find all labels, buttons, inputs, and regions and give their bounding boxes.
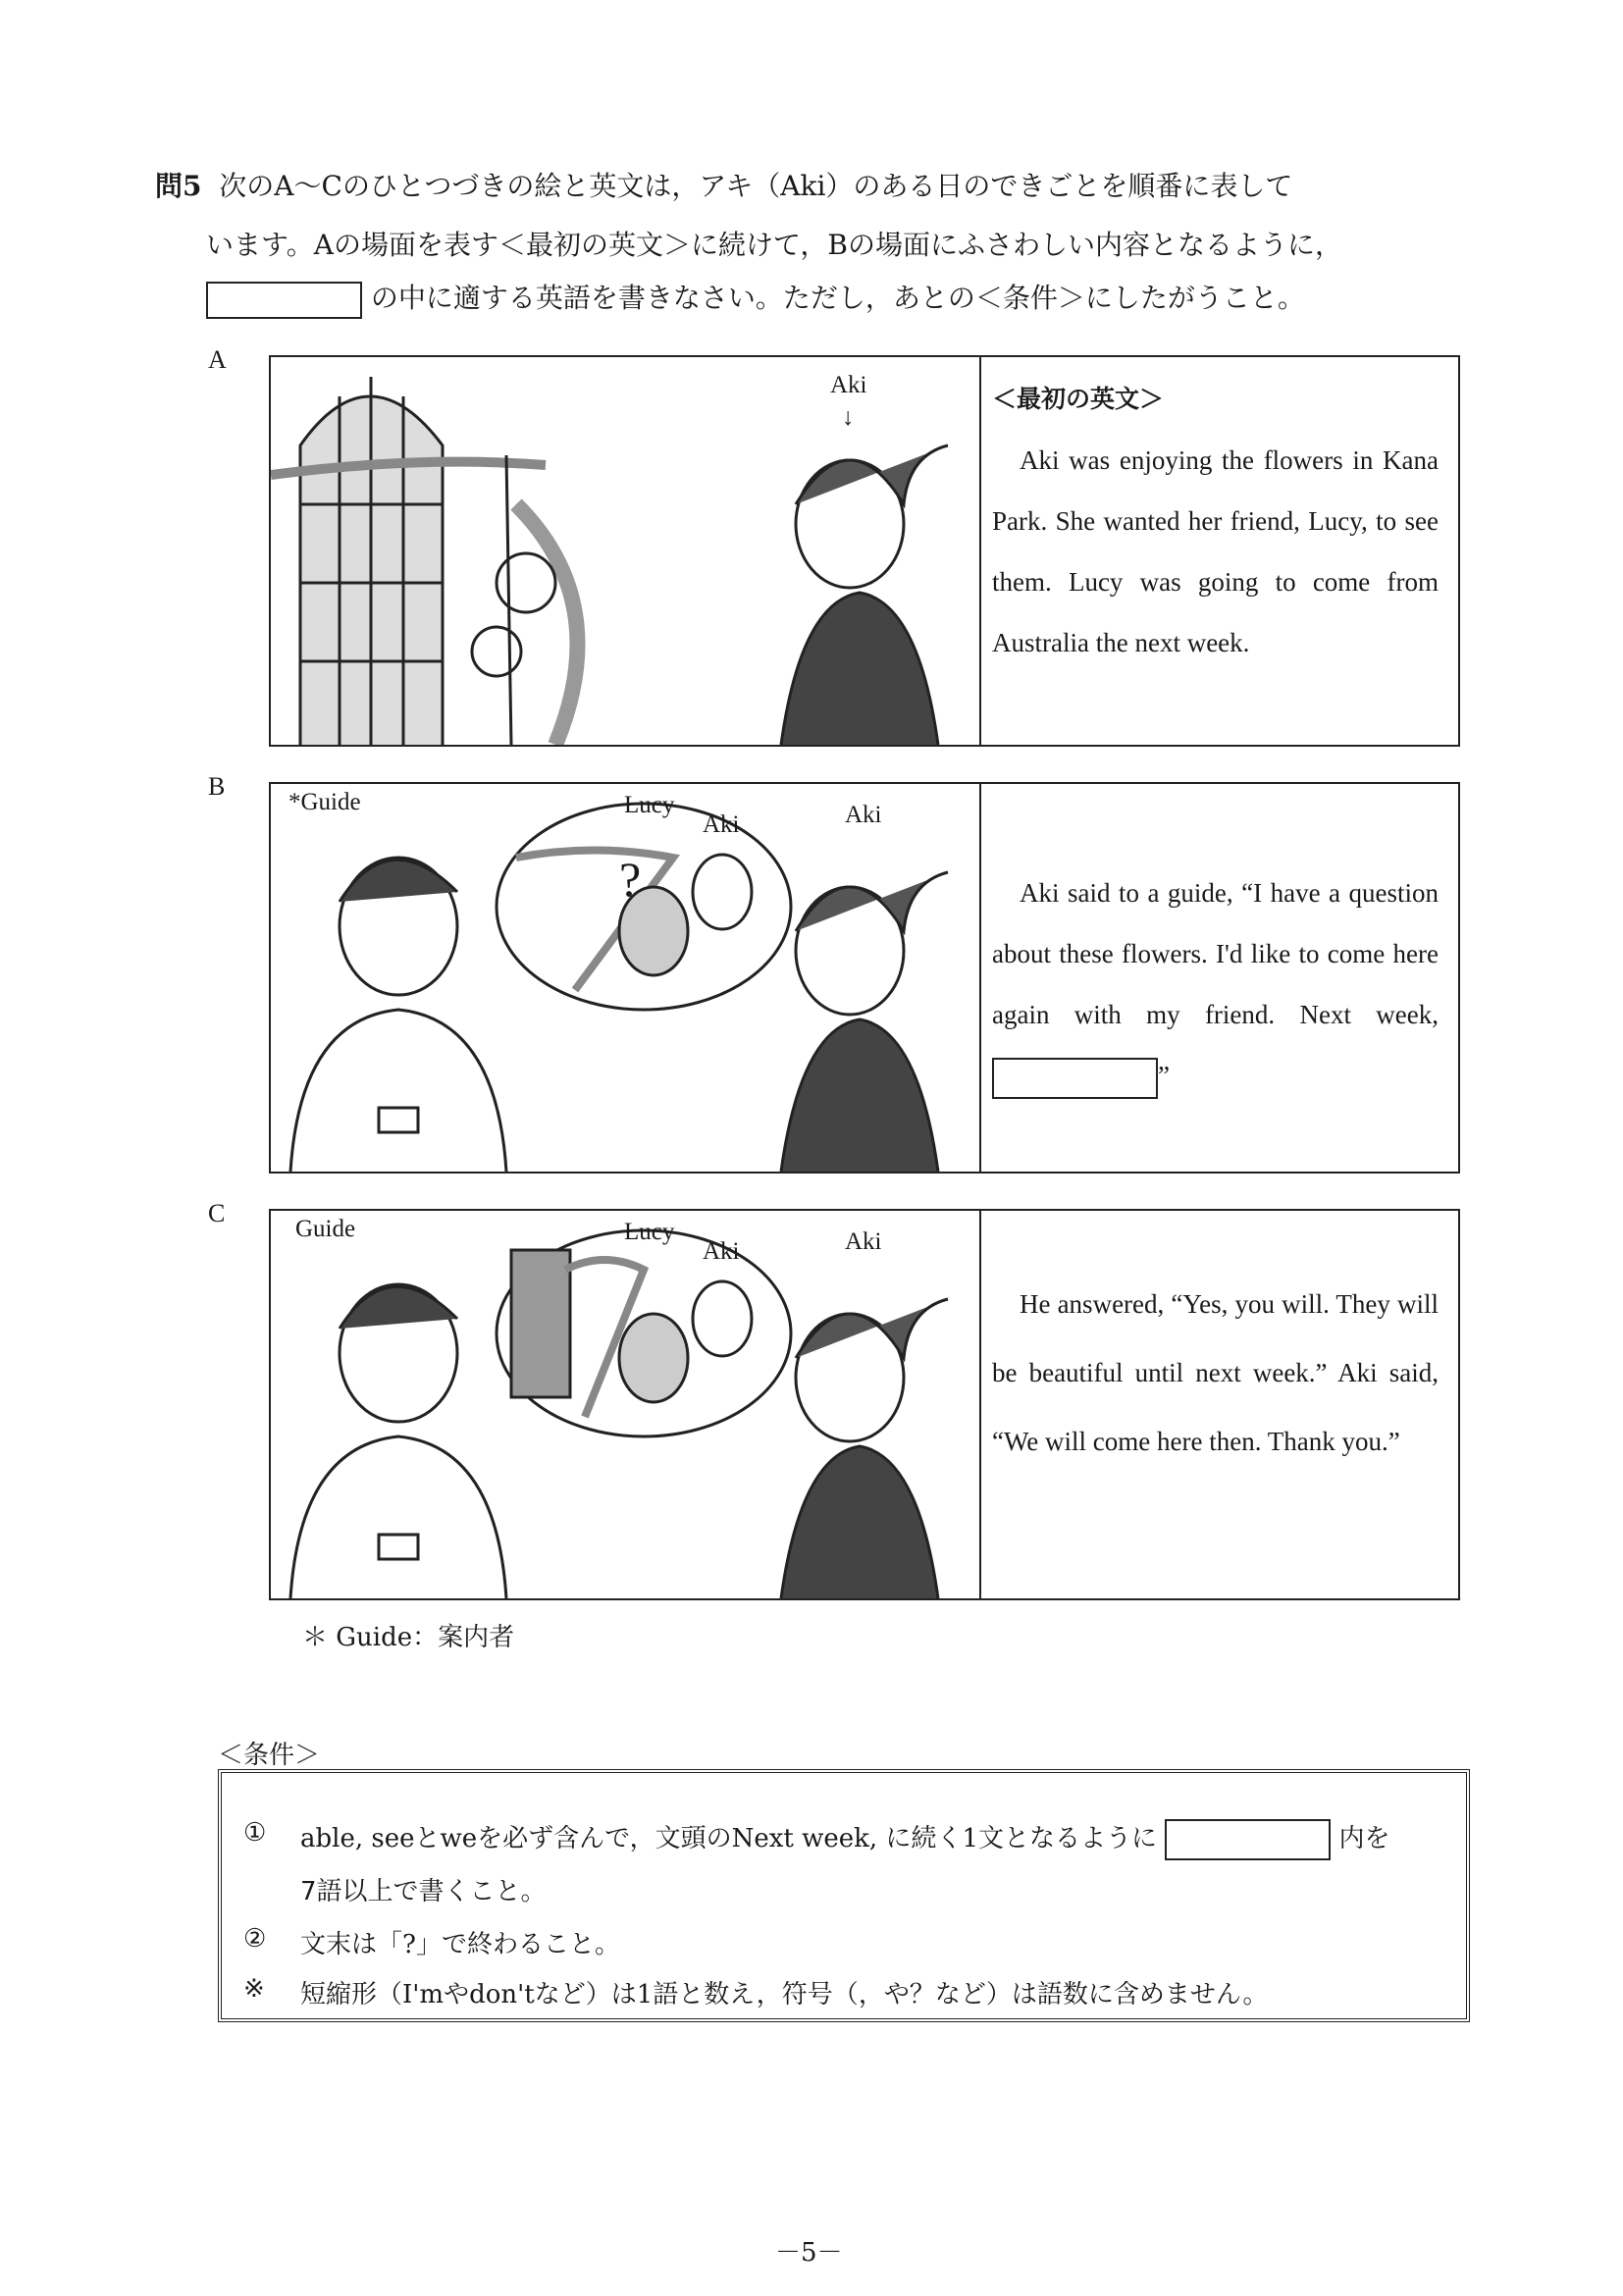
- question-line-2: います。Aの場面を表す＜最初の英文＞に続けて，Bの場面にふさわしい内容となるように，: [206, 229, 1343, 261]
- aki-small-label: Aki: [703, 811, 740, 838]
- aki-label: Aki: [845, 802, 882, 828]
- panel-a-illustration: [271, 357, 981, 745]
- question-line-3: [206, 277, 1305, 319]
- panel-a-text: [992, 369, 1439, 673]
- flowers-and-aki-drawing: [271, 357, 979, 745]
- guide-aki-answer-drawing: [271, 1211, 979, 1598]
- panel-c: [269, 1209, 1460, 1600]
- lucy-label: Lucy: [624, 1219, 675, 1245]
- answer-blank[interactable]: [992, 1058, 1158, 1099]
- question-number: 問5: [155, 170, 202, 202]
- condition-marker-2: ②: [243, 1924, 267, 1954]
- condition-1: [300, 1818, 1390, 1860]
- page-number: －5－: [775, 2238, 843, 2268]
- lucy-label: Lucy: [624, 792, 675, 818]
- panel-b: [269, 782, 1460, 1174]
- aki-label: Aki: [830, 372, 867, 398]
- footnote: ＊ Guide：案内者: [302, 1623, 515, 1652]
- condition-1-text: able, seeとweを必ず含んで，文頭のNext week, に続く1文となるように: [300, 1824, 1157, 1853]
- condition-marker-1: ①: [243, 1818, 267, 1848]
- guide-label: *Guide: [288, 789, 361, 815]
- condition-1-text-end: 内を: [1338, 1824, 1390, 1853]
- condition-1-line-2: 7語以上で書くこと。: [300, 1877, 547, 1906]
- panel-label-b: B: [208, 772, 226, 801]
- condition-note: 短縮形（I'mやdon'tなど）は1語と数え，符号（，や？など）は語数に含めません。: [300, 1980, 1269, 2009]
- panel-b-illustration: [271, 784, 981, 1172]
- aki-label: Aki: [845, 1228, 882, 1255]
- panel-b-text: [992, 862, 1439, 1106]
- panel-c-illustration: [271, 1211, 981, 1598]
- question-line-1: [155, 165, 1292, 204]
- panel-c-sentence: He answered, “Yes, you will. They will be beautiful until next week.” Aki said, “We will come here then. Thank you.”: [992, 1289, 1439, 1456]
- panel-a-heading: ＜最初の英文＞: [992, 385, 1165, 413]
- answer-blank-sample: [206, 282, 362, 319]
- panel-label-a: A: [208, 345, 227, 374]
- panel-b-sentence: Aki said to a guide, “I have a question about these flowers. I'd like to come here again with my friend. Next week,: [992, 878, 1439, 1029]
- panel-c-text: [992, 1270, 1439, 1476]
- arrow-down-icon: ↓: [842, 404, 855, 431]
- question-text-1: 次のA～Cのひとつづきの絵と英文は，アキ（Aki）のある日のできごとを順番に表して: [219, 170, 1293, 202]
- closing-quote: ”: [1158, 1061, 1170, 1090]
- panel-a-sentence: Aki was enjoying the flowers in Kana Park. She wanted her friend, Lucy, to see them. Lucy was going to come from Australia the next week.: [992, 445, 1439, 657]
- conditions-title: ＜条件＞: [218, 1741, 321, 1770]
- conditions-box: [218, 1769, 1470, 2022]
- guide-label: Guide: [295, 1216, 356, 1242]
- question-mark: ?: [619, 852, 642, 907]
- condition-blank: [1165, 1819, 1331, 1860]
- question-text-3: の中に適する英語を書きなさい。ただし，あとの＜条件＞にしたがうこと。: [370, 282, 1305, 314]
- panel-label-c: C: [208, 1199, 226, 1227]
- condition-2: 文末は「?」で終わること。: [300, 1930, 620, 1959]
- panel-a: [269, 355, 1460, 747]
- condition-marker-note: ※: [243, 1974, 265, 2004]
- guide-aki-thought-drawing: [271, 784, 979, 1172]
- aki-small-label: Aki: [703, 1238, 740, 1265]
